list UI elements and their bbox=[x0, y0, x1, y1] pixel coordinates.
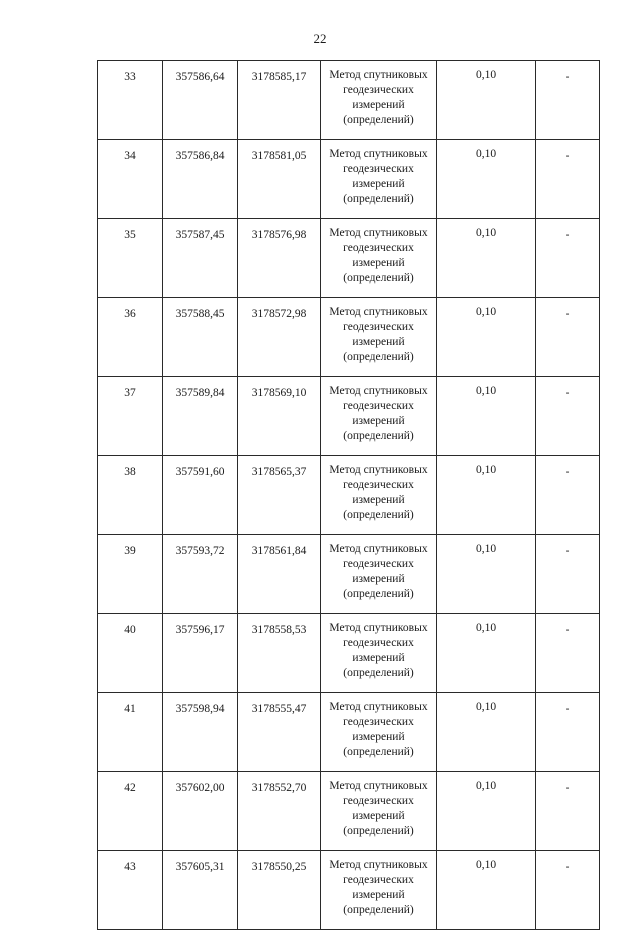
table-row bbox=[98, 377, 600, 456]
point-number-cell: 34 bbox=[98, 140, 163, 219]
note-cell: - bbox=[536, 377, 600, 456]
point-number-cell: 40 bbox=[98, 614, 163, 693]
point-number-cell: 42 bbox=[98, 772, 163, 851]
x-coordinate-cell: 357591,60 bbox=[163, 456, 238, 535]
table-row bbox=[98, 851, 600, 930]
y-coordinate-cell: 3178572,98 bbox=[238, 298, 321, 377]
method-text: Метод спутниковых геодезических измерений (определений) bbox=[329, 859, 428, 916]
x-coordinate-cell: 357586,84 bbox=[163, 140, 238, 219]
x-coordinate-cell: 357586,64 bbox=[163, 61, 238, 140]
accuracy-cell: 0,10 bbox=[437, 61, 536, 140]
method-cell bbox=[321, 377, 437, 456]
note-cell: - bbox=[536, 772, 600, 851]
y-coordinate-cell: 3178565,37 bbox=[238, 456, 321, 535]
y-coordinate-cell: 3178550,25 bbox=[238, 851, 321, 930]
method-text: Метод спутниковых геодезических измерений (определений) bbox=[329, 306, 428, 363]
method-text: Метод спутниковых геодезических измерений (определений) bbox=[329, 701, 428, 758]
method-text: Метод спутниковых геодезических измерений (определений) bbox=[329, 543, 428, 600]
method-text: Метод спутниковых геодезических измерений (определений) bbox=[329, 385, 428, 442]
accuracy-cell: 0,10 bbox=[437, 219, 536, 298]
y-coordinate-cell: 3178581,05 bbox=[238, 140, 321, 219]
accuracy-cell: 0,10 bbox=[437, 298, 536, 377]
note-cell: - bbox=[536, 614, 600, 693]
method-text: Метод спутниковых геодезических измерений (определений) bbox=[329, 227, 428, 284]
table-row bbox=[98, 219, 600, 298]
point-number-cell: 37 bbox=[98, 377, 163, 456]
table-row bbox=[98, 772, 600, 851]
table-row bbox=[98, 693, 600, 772]
method-text: Метод спутниковых геодезических измерений (определений) bbox=[329, 464, 428, 521]
table-row bbox=[98, 298, 600, 377]
x-coordinate-cell: 357598,94 bbox=[163, 693, 238, 772]
note-cell: - bbox=[536, 140, 600, 219]
note-cell: - bbox=[536, 535, 600, 614]
method-cell bbox=[321, 298, 437, 377]
point-number-cell: 38 bbox=[98, 456, 163, 535]
table-row bbox=[98, 535, 600, 614]
accuracy-cell: 0,10 bbox=[437, 772, 536, 851]
x-coordinate-cell: 357588,45 bbox=[163, 298, 238, 377]
accuracy-cell: 0,10 bbox=[437, 377, 536, 456]
method-cell bbox=[321, 140, 437, 219]
x-coordinate-cell: 357589,84 bbox=[163, 377, 238, 456]
method-cell bbox=[321, 693, 437, 772]
table-row bbox=[98, 61, 600, 140]
point-number-cell: 39 bbox=[98, 535, 163, 614]
method-text: Метод спутниковых геодезических измерений (определений) bbox=[329, 622, 428, 679]
page-number: 22 bbox=[313, 31, 327, 46]
accuracy-cell: 0,10 bbox=[437, 614, 536, 693]
x-coordinate-cell: 357587,45 bbox=[163, 219, 238, 298]
method-text: Метод спутниковых геодезических измерений (определений) bbox=[329, 69, 428, 126]
method-text: Метод спутниковых геодезических измерений (определений) bbox=[329, 148, 428, 205]
note-cell: - bbox=[536, 456, 600, 535]
accuracy-cell: 0,10 bbox=[437, 693, 536, 772]
method-cell bbox=[321, 456, 437, 535]
point-number-cell: 43 bbox=[98, 851, 163, 930]
note-cell: - bbox=[536, 219, 600, 298]
coordinates-table bbox=[97, 60, 600, 930]
table-row bbox=[98, 456, 600, 535]
point-number-cell: 36 bbox=[98, 298, 163, 377]
table-row bbox=[98, 614, 600, 693]
y-coordinate-cell: 3178561,84 bbox=[238, 535, 321, 614]
note-cell: - bbox=[536, 851, 600, 930]
method-cell bbox=[321, 61, 437, 140]
note-cell: - bbox=[536, 693, 600, 772]
method-cell bbox=[321, 535, 437, 614]
y-coordinate-cell: 3178552,70 bbox=[238, 772, 321, 851]
method-text: Метод спутниковых геодезических измерений (определений) bbox=[329, 780, 428, 837]
x-coordinate-cell: 357605,31 bbox=[163, 851, 238, 930]
point-number-cell: 41 bbox=[98, 693, 163, 772]
y-coordinate-cell: 3178558,53 bbox=[238, 614, 321, 693]
table-row bbox=[98, 140, 600, 219]
x-coordinate-cell: 357602,00 bbox=[163, 772, 238, 851]
note-cell: - bbox=[536, 61, 600, 140]
method-cell bbox=[321, 614, 437, 693]
x-coordinate-cell: 357596,17 bbox=[163, 614, 238, 693]
note-cell: - bbox=[536, 298, 600, 377]
y-coordinate-cell: 3178569,10 bbox=[238, 377, 321, 456]
accuracy-cell: 0,10 bbox=[437, 535, 536, 614]
method-cell bbox=[321, 219, 437, 298]
point-number-cell: 35 bbox=[98, 219, 163, 298]
method-cell bbox=[321, 851, 437, 930]
x-coordinate-cell: 357593,72 bbox=[163, 535, 238, 614]
y-coordinate-cell: 3178585,17 bbox=[238, 61, 321, 140]
accuracy-cell: 0,10 bbox=[437, 456, 536, 535]
coordinates-table-body bbox=[98, 61, 600, 930]
method-cell bbox=[321, 772, 437, 851]
accuracy-cell: 0,10 bbox=[437, 140, 536, 219]
y-coordinate-cell: 3178555,47 bbox=[238, 693, 321, 772]
accuracy-cell: 0,10 bbox=[437, 851, 536, 930]
y-coordinate-cell: 3178576,98 bbox=[238, 219, 321, 298]
point-number-cell: 33 bbox=[98, 61, 163, 140]
